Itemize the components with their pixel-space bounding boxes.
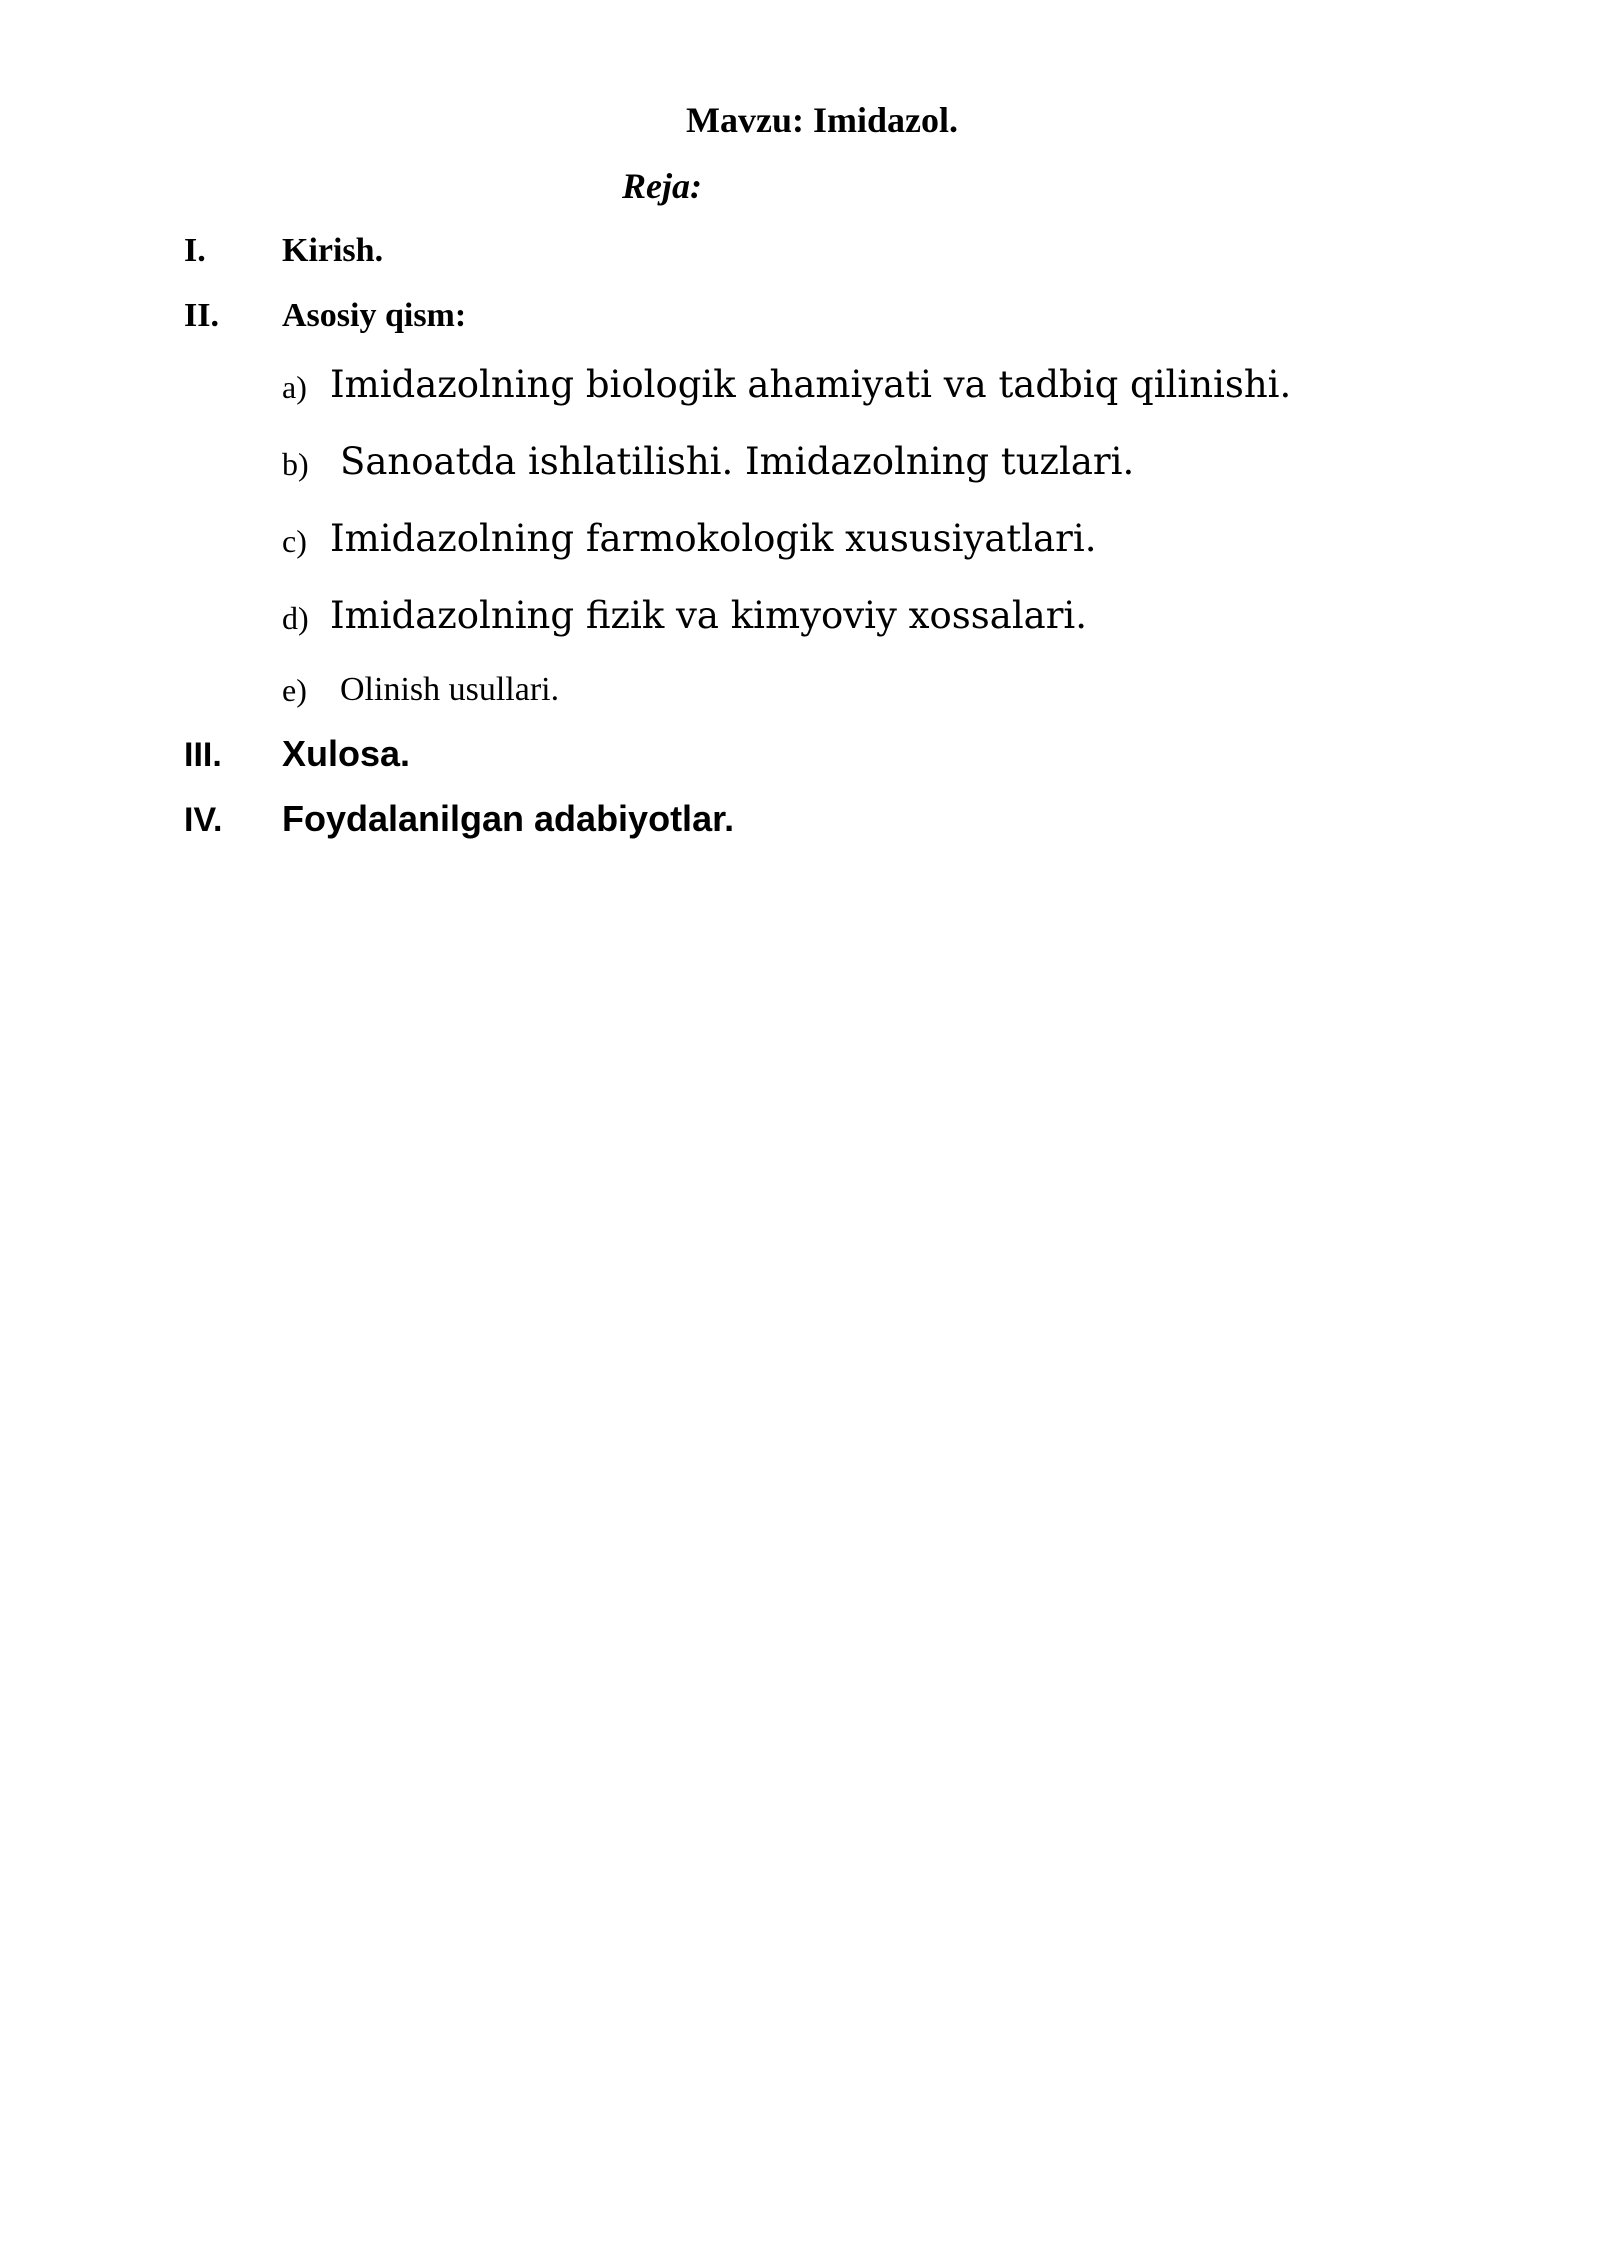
subitem-letter: c) [282,523,307,559]
subitem-text: Imidazolning biologik ahamiyati va tadbiq qilinishi. [330,363,1292,406]
document-title: Mavzu: Imidazol. [686,100,958,140]
section-heading: Foydalanilgan adabiyotlar. [282,798,735,839]
section-numeral: II. [184,297,219,334]
subitem-text: Imidazolning farmokologik xususiyatlari. [330,517,1097,560]
subitem-letter: b) [282,446,309,482]
document-subtitle: Reja: [622,166,702,206]
subitem-text: Sanoatda ishlatilishi. Imidazolning tuzlari. [340,440,1135,483]
subitem-letter: e) [282,672,307,708]
subitem-text: Imidazolning fizik va kimyoviy xossalari. [330,594,1088,637]
section-numeral: III. [184,736,222,774]
section-numeral: IV. [184,801,223,839]
section-numeral: I. [184,232,206,269]
subitem-letter: d) [282,600,309,636]
section-heading: Asosiy qism: [282,297,467,334]
subitem-text: Olinish usullari. [340,671,560,708]
subitem-letter: a) [282,369,307,405]
section-heading: Kirish. [282,232,384,269]
section-heading: Xulosa. [282,733,411,774]
